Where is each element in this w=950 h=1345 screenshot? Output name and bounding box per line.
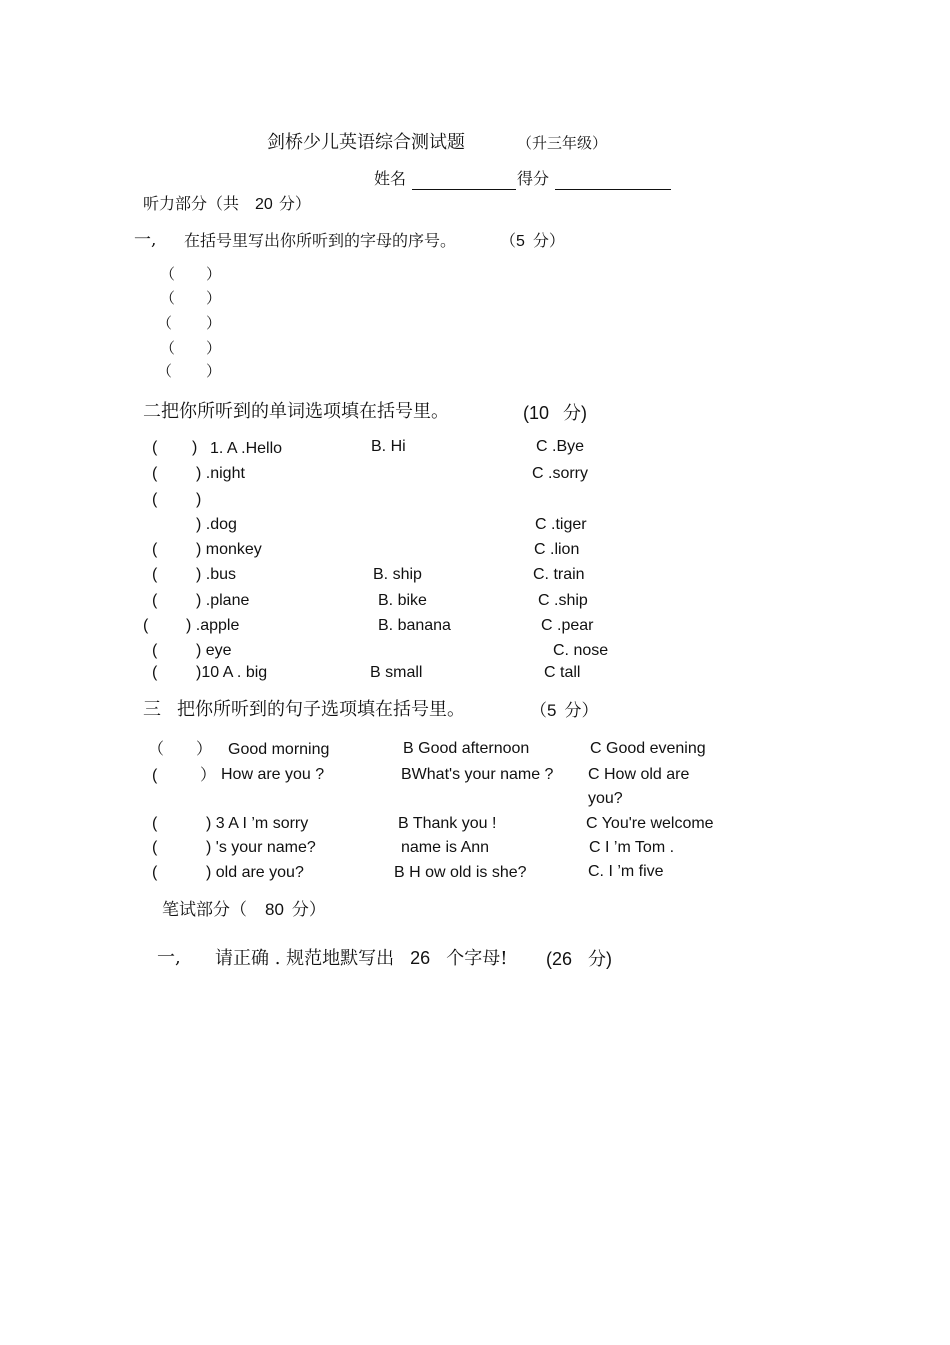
item-paren-open[interactable]: ( [143, 617, 149, 634]
answer-paren-open[interactable]: （ [160, 339, 176, 357]
item-paren-open[interactable]: ( [152, 864, 158, 881]
grade-label: （升三年级） [517, 134, 608, 152]
item-paren-open[interactable]: ( [152, 465, 158, 482]
item-option-a: ) .night [196, 465, 245, 482]
section2-instruction: 二把你所听到的单词选项填在括号里。 [143, 401, 449, 422]
item-option-a: 1. A .Hello [210, 440, 283, 457]
item-option-c: C .Bye [536, 438, 585, 455]
item-option-a: ) .bus [196, 566, 237, 583]
item-option-c-continued: you? [588, 790, 623, 807]
item-option-c: C I ’m Tom . [589, 839, 675, 856]
answer-paren-open[interactable]: （ [160, 289, 176, 307]
answer-paren-close: ） [206, 362, 222, 380]
item-option-c: C. I ’m five [588, 863, 664, 880]
answer-paren-open[interactable]: （ [157, 362, 173, 380]
item-option-a: How are you ? [221, 766, 325, 783]
answer-paren-open[interactable]: （ [157, 314, 173, 332]
item-paren-open[interactable]: ( [152, 815, 158, 832]
section1-number: 一, [134, 230, 157, 250]
writing-section1-points: (26 分) [546, 949, 613, 969]
item-option-a: ) 's your name? [206, 839, 316, 856]
name-blank[interactable] [412, 189, 516, 190]
item-option-c: C .ship [538, 592, 588, 609]
item-option-a: ) old are you? [206, 864, 304, 881]
section2-points: (10 分) [523, 403, 588, 423]
item-option-b: B. Hi [371, 438, 406, 455]
item-paren-open[interactable]: ( [152, 839, 158, 856]
item-option-c: C You're welcome [586, 815, 714, 832]
score-blank[interactable] [555, 189, 671, 190]
item-option-a: ) 3 A I ’m sorry [206, 815, 309, 832]
item-option-b: B Thank you ! [398, 815, 497, 832]
section3-number: 三 [143, 699, 161, 720]
item-option-c: C .lion [534, 541, 580, 558]
item-paren-open[interactable]: ( [152, 664, 158, 681]
item-option-b: B Good afternoon [403, 740, 530, 757]
item-option-b: B H ow old is she? [394, 864, 527, 881]
item-option-a: Good morning [228, 741, 330, 758]
item-paren-close: ) [196, 491, 202, 508]
item-paren-open[interactable]: ( [152, 541, 158, 558]
item-option-a: ) .plane [196, 592, 250, 609]
section3-points: （5 分） [530, 701, 599, 721]
writing-section1-number: 一, [157, 947, 181, 968]
item-paren-open[interactable]: ( [152, 491, 158, 508]
item-paren-open[interactable]: ( [152, 439, 158, 456]
item-option-c: C .tiger [535, 516, 587, 533]
section1-instruction: 在括号里写出你所听到的字母的序号。 [184, 231, 457, 250]
item-option-c: C tall [544, 664, 581, 681]
item-option-b: B. bike [378, 592, 427, 609]
item-option-c: C .pear [541, 617, 594, 634]
item-option-c: C Good evening [590, 740, 706, 757]
item-option-b: B. banana [378, 617, 451, 634]
answer-paren-open[interactable]: （ [160, 265, 176, 283]
item-option-a: ) .apple [186, 617, 240, 634]
item-option-a: ) monkey [196, 541, 262, 558]
item-option-b: BWhat's your name ? [401, 766, 554, 783]
item-option-a: ) eye [196, 642, 232, 659]
item-option-c: C. nose [553, 642, 609, 659]
section1-points: （5 分） [500, 231, 565, 250]
listening-heading: 听力部分（共 20 分） [143, 194, 311, 213]
item-paren-open[interactable]: ( [152, 566, 158, 583]
item-option-a: ) .dog [196, 516, 237, 533]
item-option-c: C. train [533, 566, 585, 583]
answer-paren-close: ） [206, 314, 222, 332]
section3-instruction: 把你所听到的句子选项填在括号里。 [177, 699, 465, 720]
answer-paren-close: ） [206, 265, 222, 283]
item-paren-open[interactable]: ( [152, 642, 158, 659]
item-paren-open[interactable]: ( [152, 767, 158, 784]
writing-heading: 笔试部分（ 80 分） [162, 900, 326, 920]
item-option-c: C How old are [588, 766, 690, 783]
item-option-c: C .sorry [532, 465, 588, 482]
item-paren-open[interactable]: （ [148, 739, 165, 758]
item-paren-close: ） [196, 739, 213, 758]
answer-paren-close: ） [206, 289, 222, 307]
exam-title: 剑桥少儿英语综合测试题 [267, 132, 465, 153]
answer-paren-close: ） [206, 339, 222, 357]
writing-section1-instruction: 请正确 . 规范地默写出 26 个字母! [215, 948, 508, 969]
name-label: 姓名 [374, 169, 407, 188]
item-option-b: B small [370, 664, 423, 681]
item-option-a: )10 A . big [196, 664, 268, 681]
item-paren-close: ） [200, 765, 217, 784]
item-paren-close: ) [192, 439, 198, 456]
item-paren-open[interactable]: ( [152, 592, 158, 609]
item-option-b: B. ship [373, 566, 422, 583]
item-option-b: name is Ann [401, 839, 490, 856]
score-label: 得分 [517, 169, 550, 188]
